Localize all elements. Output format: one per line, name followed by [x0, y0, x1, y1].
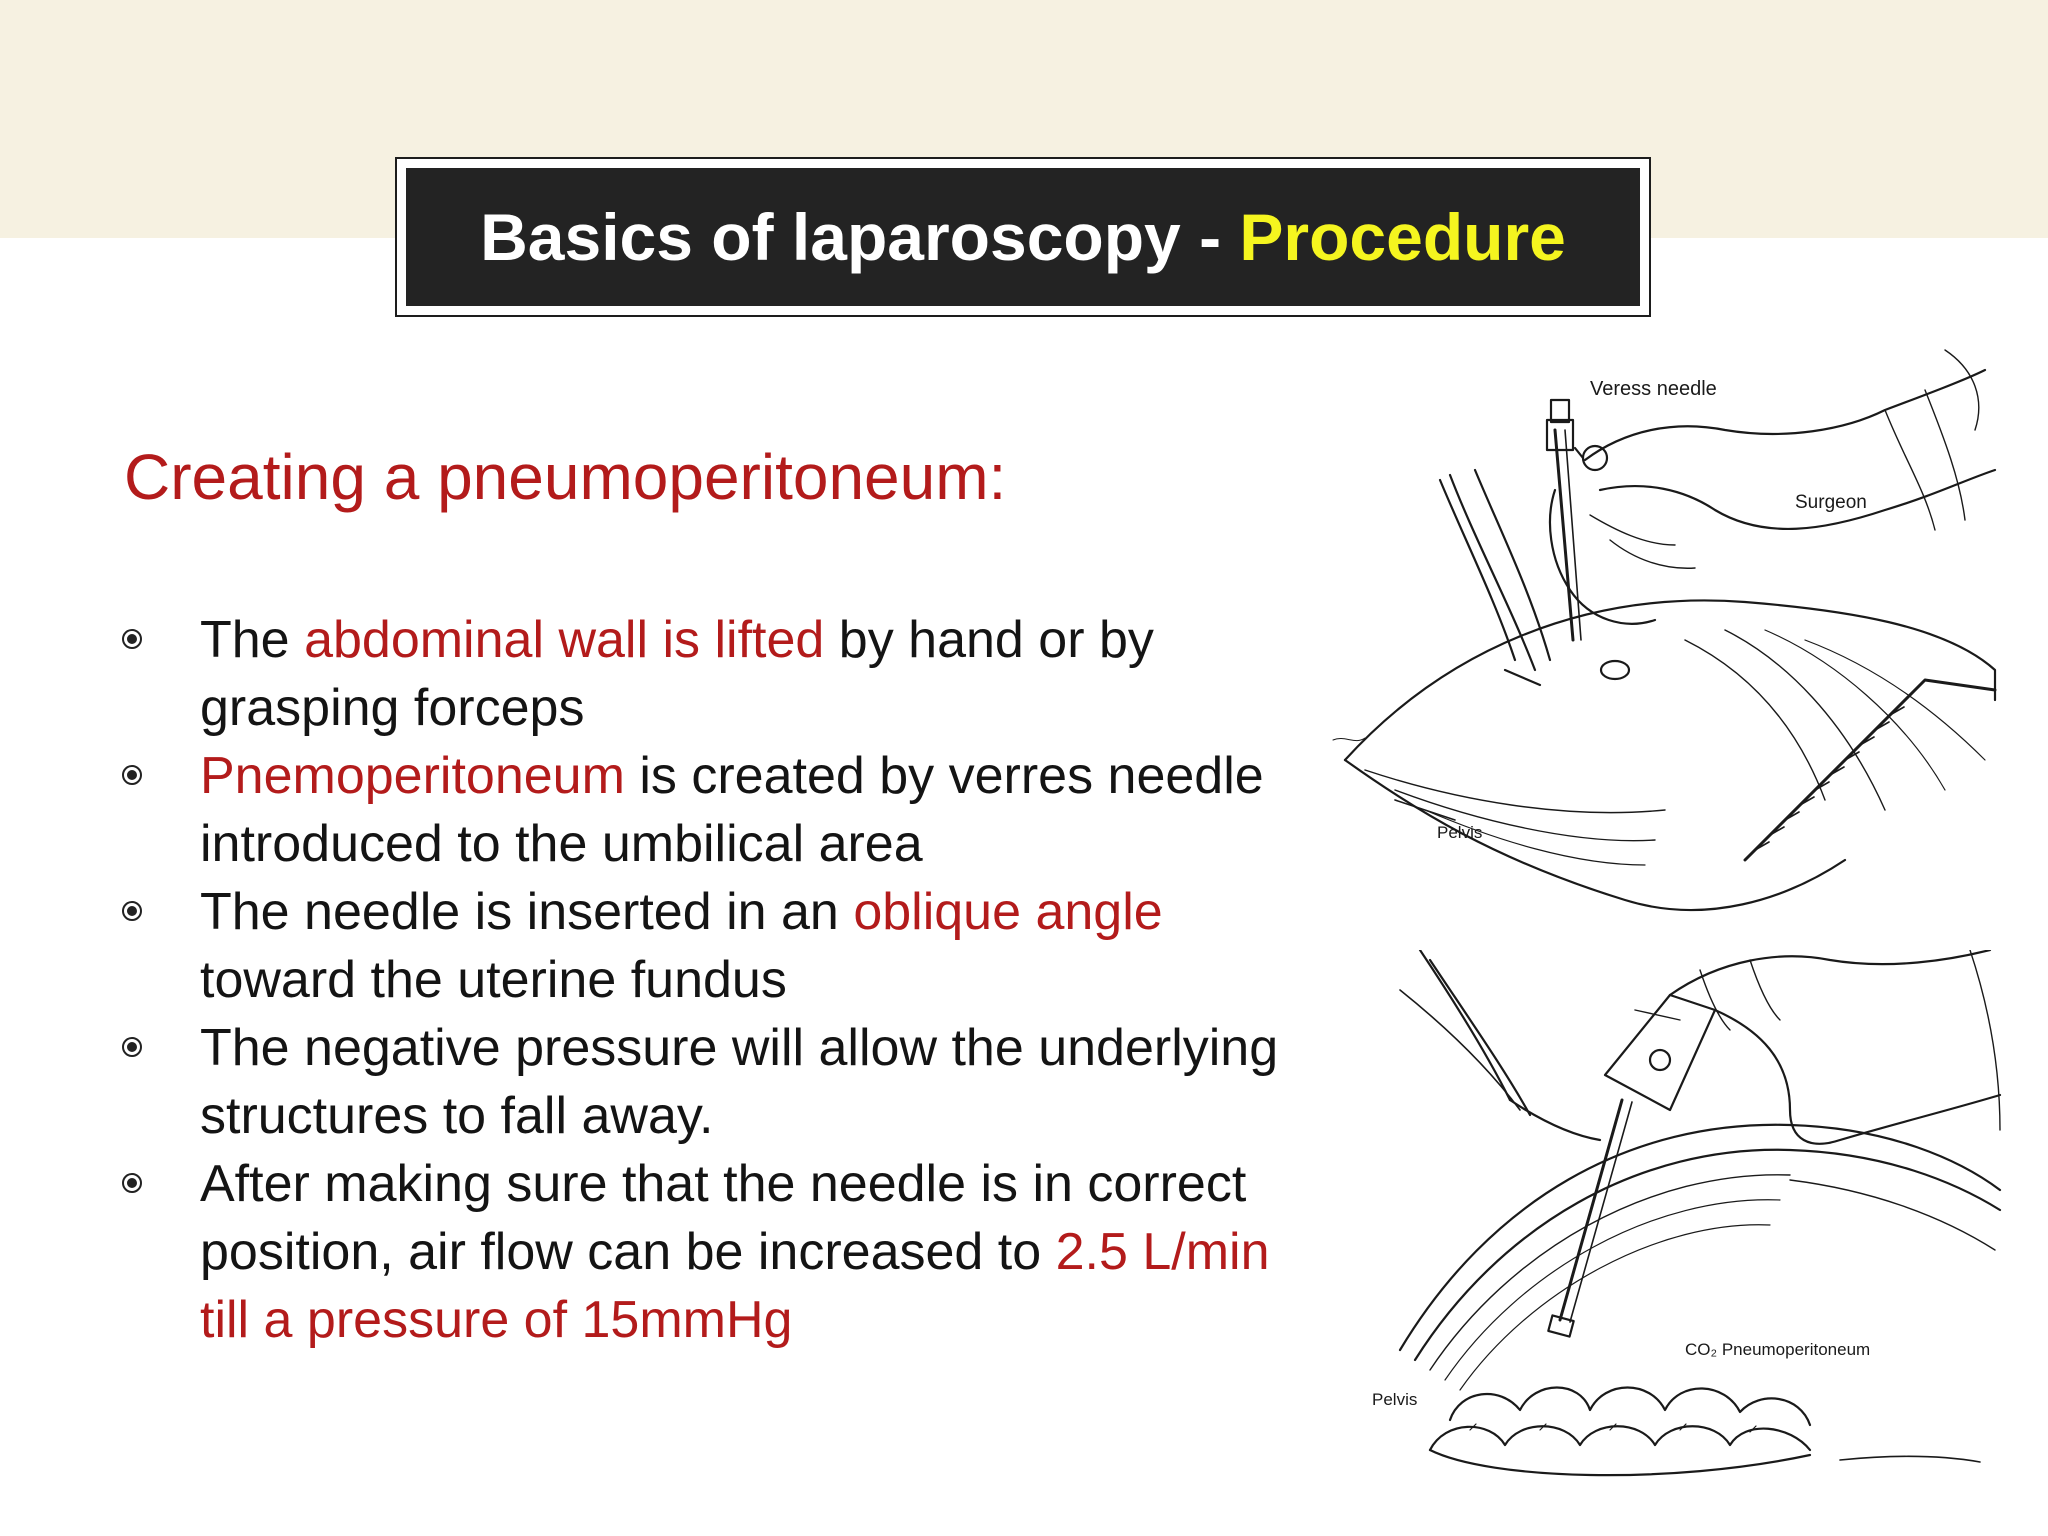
- bullet-text: toward the uterine fundus: [200, 951, 787, 1009]
- bullet-text: The negative pressure will allow the underlying structures to fall away.: [200, 1019, 1279, 1145]
- label-pelvis: Pelvis: [1372, 1390, 1418, 1409]
- label-surgeon: Surgeon: [1795, 492, 1867, 513]
- bullet-list: [110, 606, 1280, 1354]
- bullet-item: [110, 1150, 1280, 1354]
- bullet-icon: [122, 901, 142, 921]
- bullet-item: [110, 878, 1280, 1014]
- bullet-text: by hand or by grasping forceps: [200, 611, 1154, 737]
- label-veress-needle: Veress needle: [1590, 378, 1717, 400]
- label-co2-pneumoperitoneum: CO₂ Pneumoperitoneum: [1685, 1340, 1871, 1359]
- bullet-icon: [122, 765, 142, 785]
- bullet-text: The: [200, 611, 305, 669]
- veress-needle-illustration: [1325, 340, 2005, 920]
- bullet-highlight: abdominal wall is lifted: [304, 611, 825, 669]
- bullet-highlight: 2.5 L/min till a pressure of 15mmHg: [200, 1223, 1270, 1349]
- bullet-icon: [122, 1173, 142, 1193]
- section-subtitle: Creating a pneumoperitoneum:: [124, 441, 1007, 513]
- co2-pneumoperitoneum-illustration: [1370, 950, 2010, 1485]
- bullet-item: [110, 606, 1280, 742]
- slide-title: [480, 199, 1566, 275]
- bullet-highlight: Pnemoperitoneum: [200, 747, 625, 805]
- slide-title-main: Basics of laparoscopy -: [480, 200, 1222, 274]
- bullet-text: The needle is inserted in an: [200, 883, 854, 941]
- label-pelvis: Pelvis: [1437, 823, 1483, 842]
- bullet-icon: [122, 629, 142, 649]
- bullet-item: [110, 1014, 1280, 1150]
- bullet-highlight: oblique angle: [853, 883, 1163, 941]
- bullet-icon: [122, 1037, 142, 1057]
- slide-title-accent: Procedure: [1239, 200, 1566, 274]
- title-box: [406, 168, 1640, 306]
- title-frame: [395, 157, 1651, 317]
- bullet-item: [110, 742, 1280, 878]
- bullet-text: After making sure that the needle is in correct position, air flow can be increased to: [200, 1155, 1247, 1281]
- bullet-text: is created by verres needle introduced to the umbilical area: [200, 747, 1264, 873]
